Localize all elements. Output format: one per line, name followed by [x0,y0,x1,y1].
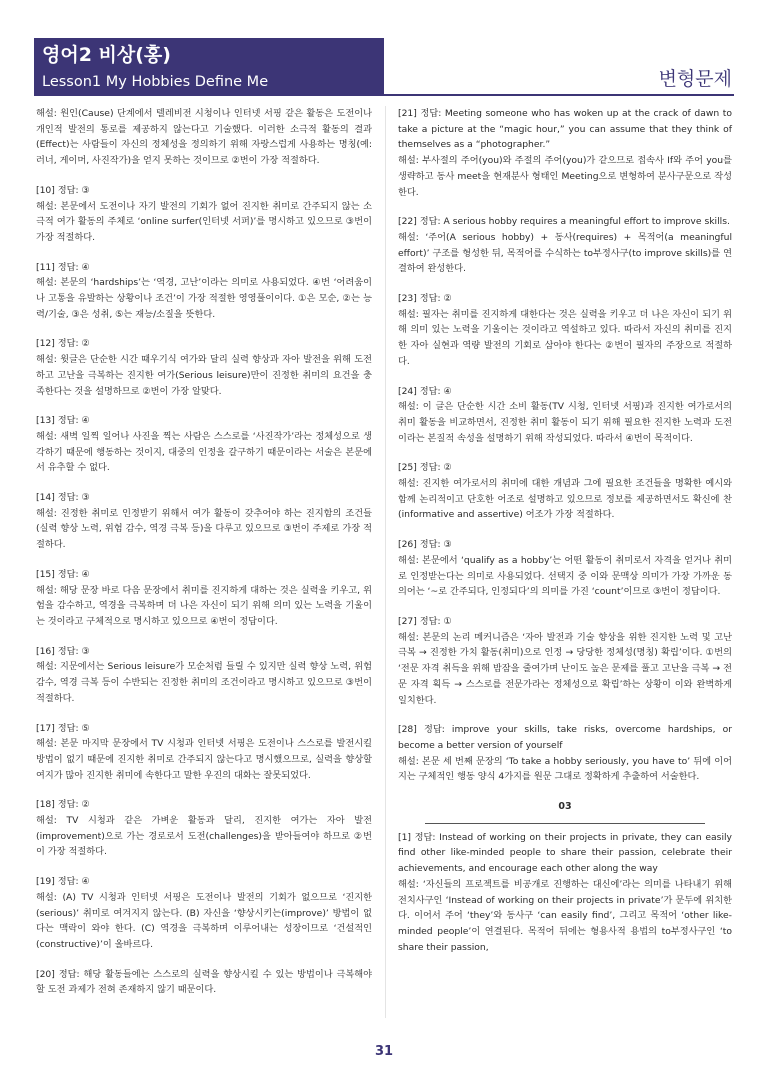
explanation-text: [20] 정답: 해당 활동들에는 스스로의 실력을 향상시킬 수 있는 방법이나 극복해야 할 도전 과제가 전혀 존재하지 않기 때문이다. [36,968,372,996]
explanation-text: 해설: 필자는 취미를 진지하게 대한다는 것은 실력을 키우고 더 나은 자신이 되기 위해 의미 있는 노력을 기울이는 것이라고 역설하고 있다. 따라서 자신의 취미를 진지한 자아 실현과 역량 발전의 기회로 삼아야 한다는 ②번이 필자의 주장으로 적절하다. [398,308,732,367]
header-rule [34,94,734,96]
entry-text: [1] 정답: Instead of working on their projects in private, they can easily find other like-minded people to share their passion, celebrate their achievements, and encourage each other along the way 해설: ‘자신들의 프로젝트를 비공개로 진행하는 대신에’라는 의미를 나타내기 위해 전치사구인 ‘Instead of working on their projects in private’가 문두에 위치한다. 이어서 주어 ‘they’와 동사구 ‘can easily find’, 그리고 목적어 ‘other like-minded people’이 연결된다. 목적어 뒤에는 형용사적 용법의 to부정사구인 ‘to share their passion, [398,831,732,953]
answer-entry [36,567,372,630]
answer-entry [398,460,732,523]
answer-entry [36,874,372,953]
answer-label: [12] 정답: ② [36,338,90,350]
answer-entry [398,214,732,277]
answer-entry [398,291,732,370]
answer-entry [36,490,372,553]
answer-entry [36,106,372,169]
section-number: 03 [558,801,572,813]
explanation-text: 해설: 윗글은 단순한 시간 때우기식 여가와 달리 실력 향상과 자아 발전을 위해 도전하고 고난을 극복하는 진지한 여가(Serious leisure)만이 진정한 취미의 요건을 충족한다는 것을 설명하므로 ②번이 가장 알맞다. [36,354,372,397]
column-divider [385,106,386,1018]
explanation-text: 해설: 지문에서는 Serious leisure가 모순처럼 들릴 수 있지만 실력 향상 노력, 위험 감수, 역경 극복 등이 수반되는 진정한 취미의 조건이라고 명시하고 있으므로 ③번이 적절하다. [36,661,372,704]
answer-label: [16] 정답: ③ [36,645,90,657]
section-divider [398,799,732,824]
page-number: 31 [374,1044,394,1059]
explanation-text: [22] 정답: A serious hobby requires a meaningful effort to improve skills. 해설: ‘주어(A serious hobby) + 동사(requires) + 목적어(a meaningful effort)’ 구조를 형성한 뒤, 목적어를 수식하는 to부정사구(to improve skills)를 연결하여 완성한다. [398,216,732,275]
explanation-text: 해설: 이 글은 단순한 시간 소비 활동(TV 시청, 인터넷 서핑)과 진지한 여가로서의 취미 활동을 비교하면서, 진정한 취미 활동이 되기 위해 필요한 진지한 노력과 도전이라는 본질적 속성을 설명하기 위해 작성되었다. 따라서 ④번이 목적이다. [398,401,732,444]
answer-entry [36,721,372,784]
answer-label: [15] 정답: ④ [36,568,90,580]
answer-entry [36,797,372,860]
answer-entry [398,106,732,200]
explanation-text: 해설: 본문에서 ‘qualify as a hobby’는 어떤 활동이 취미로서 자격을 얻거나 취미로 인정받는다는 의미로 사용되었다. 선택지 중 이와 문맥상 의미가 가장 가까운 동의어는 ‘~로 간주되다, 인정되다’의 의미를 가진 ‘count’이므로 ③번이 정답이다. [398,554,732,598]
answer-entry [36,644,372,707]
explanation-text: 해설: 원인(Cause) 단계에서 텔레비전 시청이나 인터넷 서핑 같은 활동은 도전이나 개인적 발전의 통로를 제공하지 않는다고 기술했다. 이러한 소극적 활동의 결과(Effect)는 사람들이 자신의 정체성을 정의하기 위해 자랑스럽게 사용하는 명칭(예: 러너, 게이머, 사진작가)을 얻지 못하는 것이므로 ②번이 가장 적절하다. [36,108,372,167]
answer-label: [13] 정답: ④ [36,415,90,427]
answer-label: [19] 정답: ④ [36,876,90,888]
answer-entry [36,260,372,323]
answer-label: [24] 정답: ④ [398,385,452,397]
answer-entry [398,830,732,956]
answer-entry [398,722,732,785]
answer-label: [23] 정답: ② [398,293,452,305]
explanation-text: [28] 정답: improve your skills, take risks, overcome hardships, or become a better version of yourself 해설: 본문 세 번째 문장의 ‘To take a hobby seriously, you have to’ 뒤에 이어지는 구체적인 행동 양식 4가지를 원문 그대로 정확하게 추출하여 서술한다. [398,724,732,783]
answer-entry [398,537,732,600]
explanation-text: [21] 정답: Meeting someone who has woken up at the crack of dawn to take a picture at the “magic hour,” you can assume that they think of themselves as a “photographer.” 해설: 부사절의 주어(you)와 주절의 주어(you)가 같으므로 접속사 If와 주어 you를 생략하고 동사 meet을 현재분사 형태인 Meeting으로 변형하여 분사구문으로 작성한다. [398,108,732,198]
answer-label: [27] 정답: ① [398,615,452,627]
answer-label: [26] 정답: ③ [398,539,452,551]
answer-label: [18] 정답: ② [36,799,90,811]
explanation-text: 해설: 새벽 일찍 일어나 사진을 찍는 사람은 스스로를 ‘사진작가’라는 정체성으로 생각하기 때문에 행동하는 것이지, 대중의 인정을 갈구하기 때문이라는 서술은 본문에서 유추할 수 없다. [36,430,372,474]
explanation-text: 해설: TV 시청과 같은 가벼운 활동과 달리, 진지한 여가는 자아 발전(improvement)으로 가는 경로로서 도전(challenges)을 받아들여야 하므로 ②번이 가장 적절하다. [36,815,372,858]
subject-title: 영어2 비상(홍) [42,44,171,66]
right-column [398,106,732,969]
explanation-text: 해설: 본문의 ‘hardships’는 ‘역경, 고난’이라는 의미로 사용되었다. ④번 ‘어려움이나 고통을 유발하는 상황이나 조건’이 가장 적절한 영영풀이이다. ①은 모순, ②는 능력/기술, ③은 성취, ⑤는 재능/소질을 뜻한다. [36,277,372,320]
answer-label: [11] 정답: ④ [36,261,90,273]
answer-label: [17] 정답: ⑤ [36,722,90,734]
explanation-text: 해설: 진지한 여가로서의 취미에 대한 개념과 그에 필요한 조건들을 명확한 예시와 함께 논리적이고 단호한 어조로 설명하고 있으므로 정보를 제공하면서도 확신에 찬(informative and assertive) 어조가 가장 적절하다. [398,478,732,521]
answer-entry [36,967,372,998]
answer-label: [25] 정답: ② [398,462,452,474]
answer-label: [14] 정답: ③ [36,492,90,504]
explanation-text: 해설: 진정한 취미로 인정받기 위해서 여가 활동이 갖추어야 하는 진지함의 조건들(실력 향상 노력, 위험 감수, 역경 극복 등)을 다루고 있으므로 ③번이 주제로 가장 적절하다. [36,507,372,551]
explanation-text: 해설: 본문의 논리 메커니즘은 ‘자아 발전과 기술 향상을 위한 진지한 노력 및 고난 극복 → 진정한 가치 활동(취미)으로 인정 → 당당한 정체성(명칭) 확립’이다. ①번의 ‘전문 자격 취득을 위해 밤잠을 줄여가며 난이도 높은 문제를 풀고 고난을 극복 → 전문 자격 획득 → 스스로를 전문가라는 정체성으로 확립’하는 상황이 이와 완벽하게 일치한다. [398,631,732,706]
explanation-text: 해설: 본문에서 도전이나 자기 발전의 기회가 없어 진지한 취미로 간주되지 않는 소극적 여가 활동의 주체로 ‘online surfer(인터넷 서퍼)’를 명시하고 있으므로 ③번이 가장 적절하다. [36,200,372,243]
answer-entry [398,384,732,447]
answer-entry [398,614,732,708]
lesson-title: Lesson1 My Hobbies Define Me [42,74,269,90]
answer-entry [36,336,372,399]
section-rule [425,823,705,824]
explanation-text: 해설: 해당 문장 바로 다음 문장에서 취미를 진지하게 대하는 것은 실력을 키우고, 위험을 감수하고, 역경을 극복하며 더 나은 자신이 되기 위해 의미 있는 노력을 기울이는 것이라고 구체적으로 명시하고 있으므로 ④번이 정답이다. [36,584,372,627]
page-type-label: 변형문제 [658,68,732,90]
left-column [36,106,372,1012]
explanation-text: 해설: (A) TV 시청과 인터넷 서핑은 도전이나 발전의 기회가 없으므로 ‘진지한(serious)’ 취미로 여겨지지 않는다. (B) 자신을 ‘향상시키는(improve)’ 방법이 없다는 맥락이 와야 한다. (C) 역경을 극복하며 이루어내는 성장이므로 ‘건설적인(constructive)’이 올바르다. [36,891,372,950]
answer-label: [10] 정답: ③ [36,184,90,196]
answer-entry [36,183,372,246]
explanation-text: 해설: 본문 마지막 문장에서 TV 시청과 인터넷 서핑은 도전이나 스스로를 발전시킬 방법이 없기 때문에 진지한 취미로 간주되지 않는다고 명시했으므로, 실력을 향상할 여지가 많아 진지한 취미에 속한다고 말한 우진의 대화는 잘못되었다. [36,738,372,781]
answer-entry [36,413,372,476]
